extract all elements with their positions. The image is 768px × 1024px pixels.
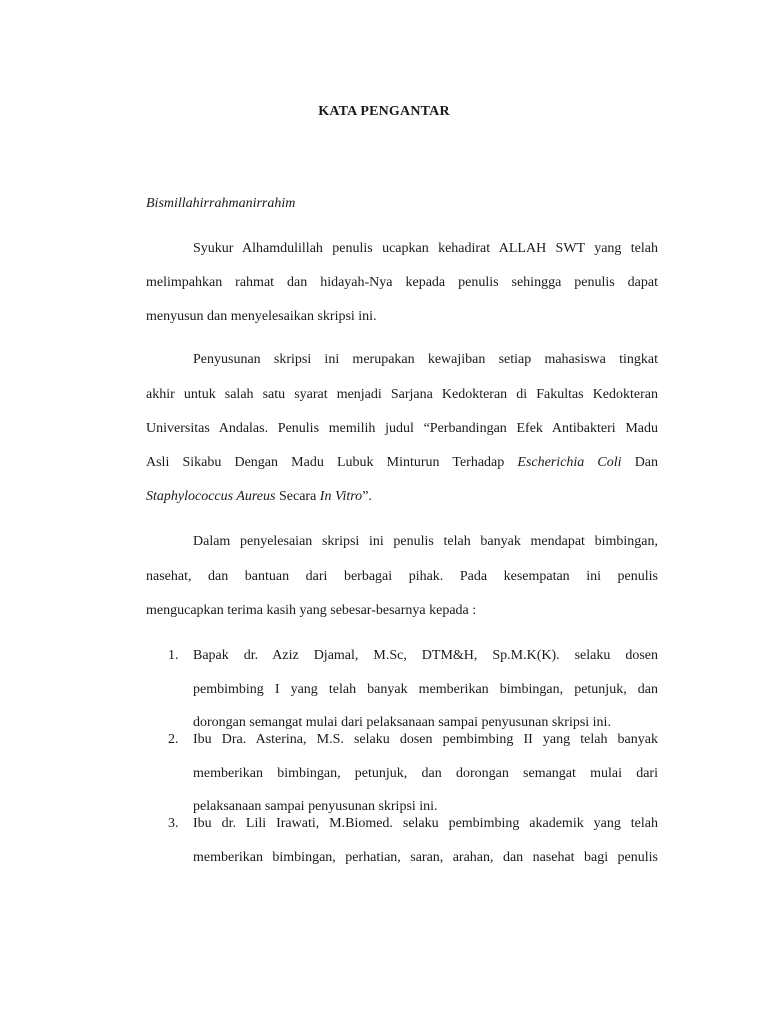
escherichia-coli: Escherichia Coli — [517, 455, 622, 470]
para2-line5-d: ”. — [362, 489, 372, 504]
para1-line1: Syukur Alhamdulillah penulis ucapkan kehadirat ALLAH SWT yang telah — [193, 241, 658, 256]
para2-line2: akhir untuk salah satu syarat menjadi Sarjana Kedokteran di Fakultas Kedokteran — [146, 387, 658, 402]
in-vitro: In Vitro — [319, 489, 363, 504]
greeting: Bismillahirrahmanirrahim — [146, 196, 296, 211]
list-item-1-line1: Bapak dr. Aziz Djamal, M.Sc, DTM&H, Sp.M.K(K). selaku dosen — [193, 648, 658, 663]
para3-line2: nasehat, dan bantuan dari berbagai pihak. Pada kesempatan ini penulis — [146, 569, 658, 584]
staphylococcus-aureus: Staphylococcus Aureus — [146, 489, 276, 504]
list-item-2-line1: Ibu Dra. Asterina, M.S. selaku dosen pembimbing II yang telah banyak — [193, 732, 658, 747]
para2-line3: Universitas Andalas. Penulis memilih judul “Perbandingan Efek Antibakteri Madu — [146, 421, 658, 436]
list-item-2-line2: memberikan bimbingan, petunjuk, dan dorongan semangat mulai dari — [193, 766, 658, 781]
para3-line3: mengucapkan terima kasih yang sebesar-besarnya kepada : — [146, 603, 477, 618]
list-item-3-line2: memberikan bimbingan, perhatian, saran, arahan, dan nasehat bagi penulis — [193, 850, 658, 865]
para2-line1: Penyusunan skripsi ini merupakan kewajiban setiap mahasiswa tingkat — [193, 352, 658, 367]
list-number: 1. — [168, 648, 179, 663]
list-item-1-line3: dorongan semangat mulai dari pelaksanaan sampai penyusunan skripsi ini. — [193, 715, 611, 730]
para3-line1: Dalam penyelesaian skripsi ini penulis telah banyak mendapat bimbingan, — [193, 534, 658, 549]
para2-line4 — [146, 453, 658, 473]
list-item-3-line1: Ibu dr. Lili Irawati, M.Biomed. selaku pembimbing akademik yang telah — [193, 816, 658, 831]
para1-line3: menyusun dan menyelesaikan skripsi ini. — [146, 309, 377, 324]
list-item-2-line3: pelaksanaan sampai penyusunan skripsi ini. — [193, 799, 438, 814]
para2-line5-b: Secara — [275, 489, 320, 504]
para1-line2: melimpahkan rahmat dan hidayah-Nya kepada penulis sehingga penulis dapat — [146, 275, 658, 290]
list-item-1-line2: pembimbing I yang telah banyak memberikan bimbingan, petunjuk, dan — [193, 682, 658, 697]
page-title: KATA PENGANTAR — [318, 104, 450, 119]
list-number: 2. — [168, 732, 179, 747]
para2-line4-a: Asli Sikabu Dengan Madu Lubuk Minturun Terhadap — [146, 455, 505, 470]
list-number: 3. — [168, 816, 179, 831]
para2-line5 — [146, 487, 658, 507]
para2-line4-c: Dan — [634, 455, 659, 470]
